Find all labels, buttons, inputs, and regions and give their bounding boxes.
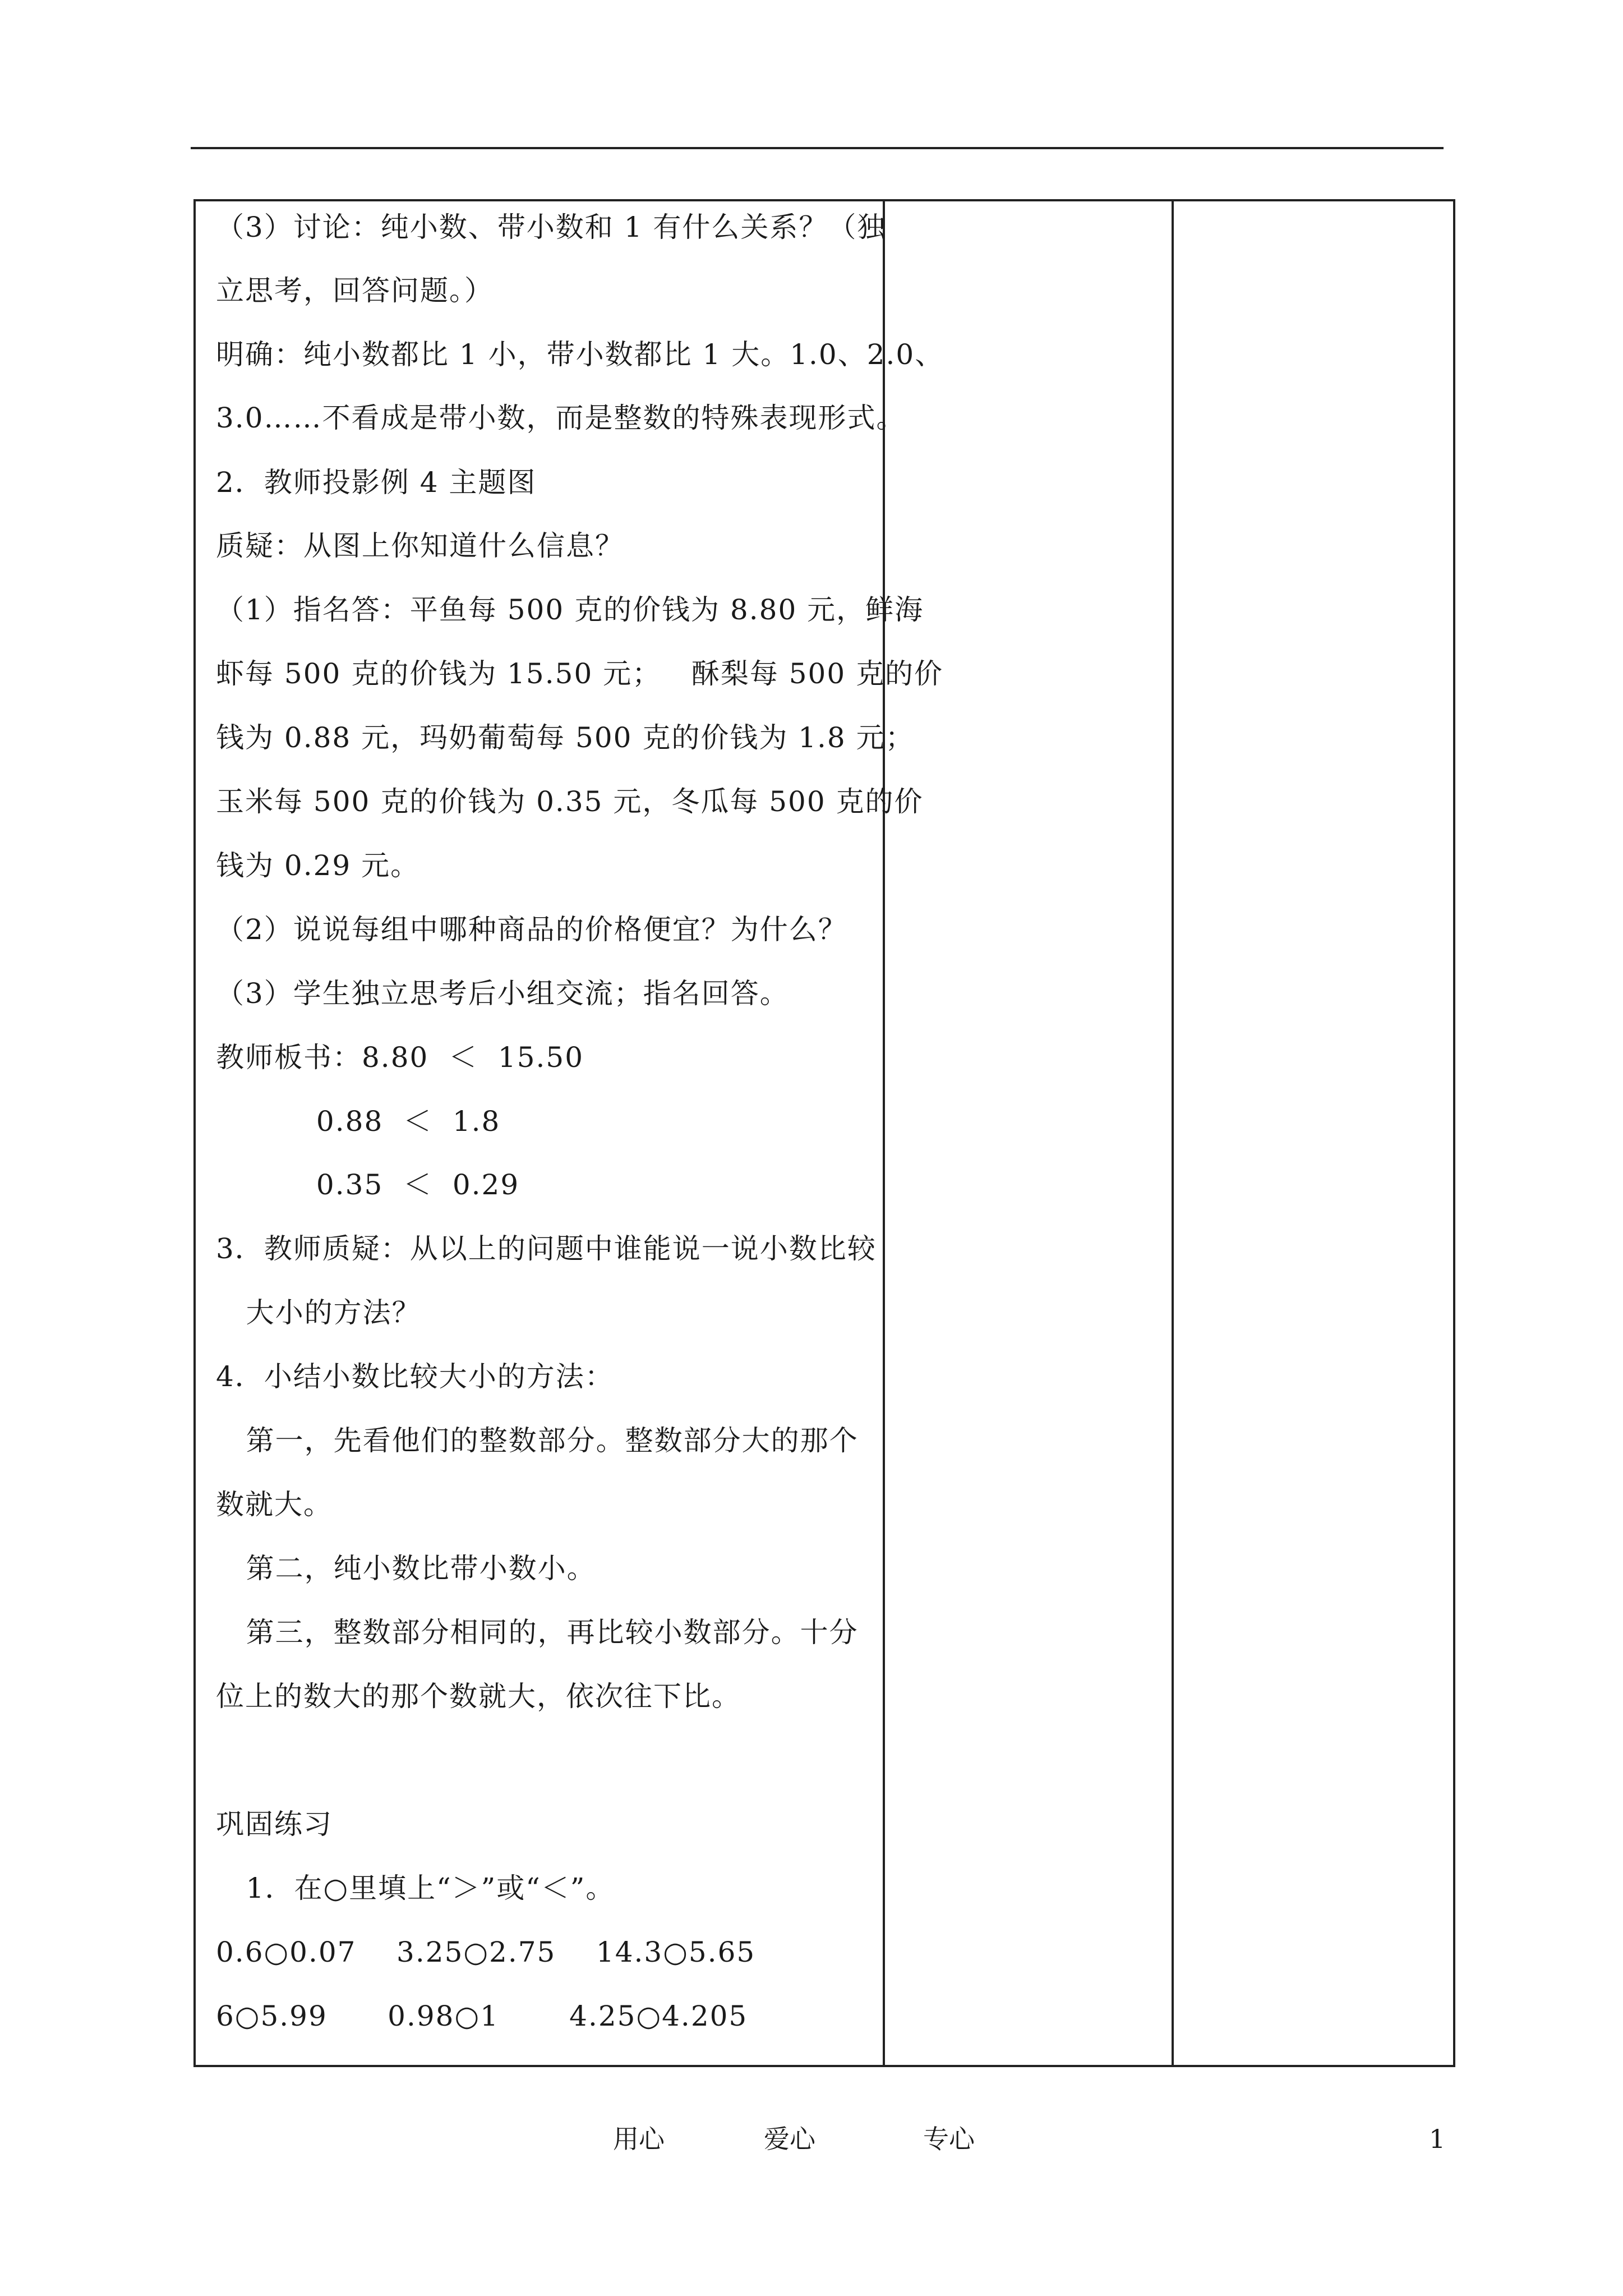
text-line: 第一，先看他们的整数部分。整数部分大的那个 <box>216 1424 859 1457</box>
text-line: 钱为 0.88 元，玛奶葡萄每 500 克的价钱为 1.8 元； <box>216 721 915 754</box>
column-divider-2 <box>1172 199 1174 2067</box>
text-line: （3）讨论：纯小数、带小数和 1 有什么关系？（独 <box>216 211 887 243</box>
exercise-instruction: 1．在○里填上“＞”或“＜”。 <box>216 1872 615 1904</box>
text-line: 2．教师投影例 4 主题图 <box>216 466 537 499</box>
text-line: 虾每 500 克的价钱为 15.50 元； 酥梨每 500 克的价 <box>216 657 944 690</box>
text-line: 质疑：从图上你知道什么信息？ <box>216 530 624 562</box>
text-line: 第三，整数部分相同的，再比较小数部分。十分 <box>216 1616 859 1649</box>
board-writing-line: 教师板书：8.80 ＜ 15.50 <box>216 1041 584 1074</box>
text-line: 4．小结小数比较大小的方法： <box>216 1360 614 1393</box>
footer-right: 专心 <box>923 2124 975 2154</box>
page-number: 1 <box>1429 2124 1446 2154</box>
footer-left: 用心 <box>613 2124 665 2154</box>
exercise-row: 0.6○0.07 3.25○2.75 14.3○5.65 <box>216 1936 756 1968</box>
text-line: （3）学生独立思考后小组交流；指名回答。 <box>216 977 789 1010</box>
board-writing-line: 0.35 ＜ 0.29 <box>216 1168 520 1201</box>
text-line: 第二，纯小数比带小数小。 <box>216 1552 596 1585</box>
text-line: 3．教师质疑：从以上的问题中谁能说一说小数比较 <box>216 1232 877 1265</box>
text-line: 钱为 0.29 元。 <box>216 849 420 882</box>
text-line: 3.0……不看成是带小数，而是整数的特殊表现形式。 <box>216 402 906 434</box>
text-line: （2）说说每组中哪种商品的价格便宜？为什么？ <box>216 913 847 946</box>
board-writing-line: 0.88 ＜ 1.8 <box>216 1105 501 1138</box>
text-line: 明确：纯小数都比 1 小，带小数都比 1 大。1.0、2.0、 <box>216 338 944 371</box>
header-rule <box>191 147 1444 149</box>
column-divider-1 <box>883 199 885 2067</box>
section-heading: 巩固练习 <box>216 1808 333 1841</box>
exercise-row: 6○5.99 0.98○1 4.25○4.205 <box>216 2000 748 2032</box>
text-line: 大小的方法？ <box>216 1296 421 1329</box>
text-line: （1）指名答：平鱼每 500 克的价钱为 8.80 元，鲜海 <box>216 593 924 626</box>
footer-middle: 爱心 <box>764 2124 815 2154</box>
text-line: 玉米每 500 克的价钱为 0.35 元，冬瓜每 500 克的价 <box>216 785 924 818</box>
text-line: 立思考，回答问题。） <box>216 274 494 307</box>
text-line: 位上的数大的那个数就大，依次往下比。 <box>216 1680 741 1713</box>
text-line: 数就大。 <box>216 1488 333 1521</box>
